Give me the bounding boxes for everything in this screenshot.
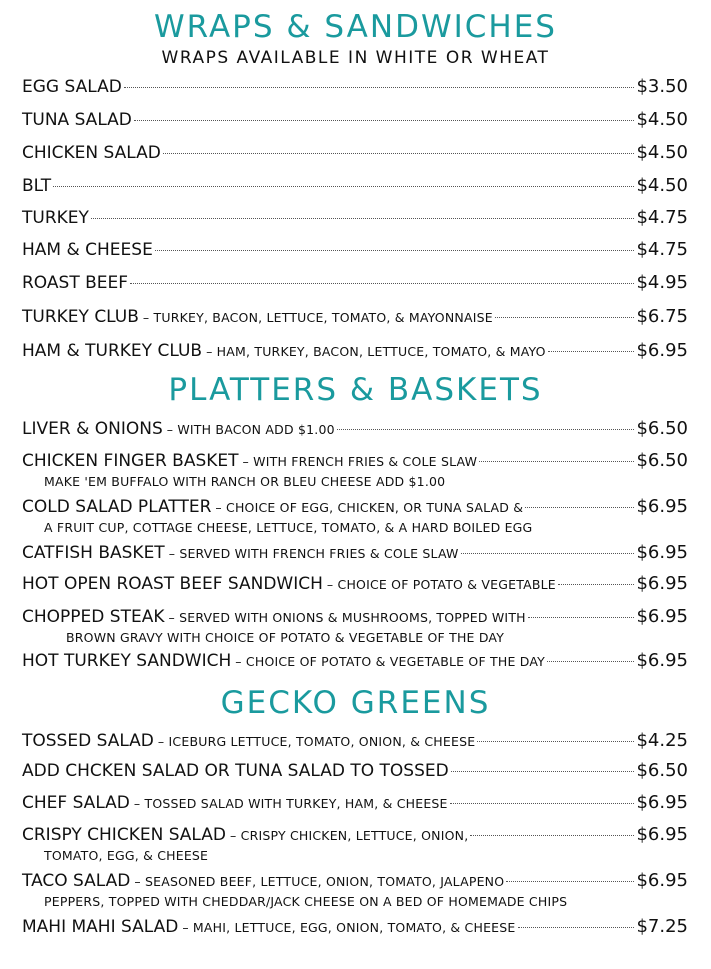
menu-item bbox=[22, 650, 688, 674]
menu-item bbox=[22, 175, 688, 199]
item-name: BLT bbox=[22, 176, 52, 196]
item-price: $6.95 bbox=[636, 650, 688, 671]
item-price: $3.50 bbox=[636, 76, 688, 97]
item-price: $4.75 bbox=[636, 207, 688, 228]
section-title-platters: PLATTERS & BASKETS bbox=[168, 372, 543, 408]
dot-leader bbox=[337, 429, 635, 430]
item-description: – SERVED WITH ONIONS & MUSHROOMS, TOPPED WITH bbox=[168, 610, 526, 625]
dot-leader bbox=[479, 461, 634, 462]
dot-leader bbox=[461, 553, 635, 554]
menu-item bbox=[22, 340, 688, 364]
item-price: $6.95 bbox=[636, 870, 688, 891]
item-name: MAHI MAHI SALAD bbox=[22, 917, 179, 937]
item-price: $6.95 bbox=[636, 792, 688, 813]
section-subtitle-wraps: WRAPS AVAILABLE IN WHITE OR WHEAT bbox=[161, 48, 550, 68]
item-price: $6.95 bbox=[636, 542, 688, 563]
section-title-greens: GECKO GREENS bbox=[220, 685, 491, 721]
item-description-continued: MAKE 'EM BUFFALO WITH RANCH OR BLEU CHEESE ADD $1.00 bbox=[44, 474, 446, 489]
dot-leader bbox=[506, 881, 634, 882]
item-description-continued: PEPPERS, TOPPED WITH CHEDDAR/JACK CHEESE ON A BED OF HOMEMADE CHIPS bbox=[44, 894, 568, 909]
item-price: $4.75 bbox=[636, 239, 688, 260]
menu-item bbox=[22, 142, 688, 166]
dot-leader bbox=[477, 741, 634, 742]
item-description: – WITH BACON ADD $1.00 bbox=[166, 422, 335, 437]
menu-item bbox=[22, 542, 688, 566]
item-description: – CHOICE OF POTATO & VEGETABLE OF THE DAY bbox=[235, 654, 545, 669]
item-price: $4.95 bbox=[636, 272, 688, 293]
dot-leader bbox=[124, 87, 635, 88]
menu-item bbox=[22, 916, 688, 940]
menu-item bbox=[22, 418, 688, 442]
item-description: – WITH FRENCH FRIES & COLE SLAW bbox=[242, 454, 478, 469]
dot-leader bbox=[155, 250, 635, 251]
menu-item bbox=[22, 239, 688, 263]
dot-leader bbox=[495, 317, 635, 318]
dot-leader bbox=[558, 584, 635, 585]
menu-item bbox=[22, 730, 688, 754]
item-name: TURKEY CLUB bbox=[22, 307, 139, 327]
item-price: $6.95 bbox=[636, 573, 688, 594]
item-price: $4.50 bbox=[636, 109, 688, 130]
menu-item bbox=[22, 76, 688, 100]
item-name: COLD SALAD PLATTER bbox=[22, 497, 212, 517]
item-name: CHICKEN FINGER BASKET bbox=[22, 451, 239, 471]
item-description-continued: A FRUIT CUP, COTTAGE CHEESE, LETTUCE, TOMATO, & A HARD BOILED EGG bbox=[44, 520, 533, 535]
menu-item bbox=[22, 109, 688, 133]
dot-leader bbox=[525, 507, 634, 508]
item-name: TACO SALAD bbox=[22, 871, 131, 891]
dot-leader bbox=[130, 283, 634, 284]
item-price: $6.95 bbox=[636, 496, 688, 517]
dot-leader bbox=[548, 351, 635, 352]
item-price: $7.25 bbox=[636, 916, 688, 937]
menu-item bbox=[22, 496, 688, 536]
menu-item bbox=[22, 573, 688, 597]
item-name: EGG SALAD bbox=[22, 77, 122, 97]
item-description: – ICEBURG LETTUCE, TOMATO, ONION, & CHEESE bbox=[157, 734, 476, 749]
item-price: $4.50 bbox=[636, 142, 688, 163]
item-name: ADD CHCKEN SALAD OR TUNA SALAD TO TOSSED bbox=[22, 761, 449, 781]
item-price: $6.75 bbox=[636, 306, 688, 327]
item-name: HAM & CHEESE bbox=[22, 240, 153, 260]
item-name: CHOPPED STEAK bbox=[22, 607, 165, 627]
item-description: – CHOICE OF POTATO & VEGETABLE bbox=[326, 577, 556, 592]
item-name: CHEF SALAD bbox=[22, 793, 130, 813]
item-name: HAM & TURKEY CLUB bbox=[22, 341, 203, 361]
item-description: – MAHI, LETTUCE, EGG, ONION, TOMATO, & CHEESE bbox=[182, 920, 516, 935]
menu-item bbox=[22, 792, 688, 816]
dot-leader bbox=[451, 771, 635, 772]
item-description: – TOSSED SALAD WITH TURKEY, HAM, & CHEESE bbox=[133, 796, 448, 811]
item-name: HOT OPEN ROAST BEEF SANDWICH bbox=[22, 574, 323, 594]
item-description: – SERVED WITH FRENCH FRIES & COLE SLAW bbox=[168, 546, 459, 561]
item-description: – CRISPY CHICKEN, LETTUCE, ONION, bbox=[230, 828, 469, 843]
menu-item bbox=[22, 760, 688, 784]
menu-item bbox=[22, 450, 688, 490]
menu-item bbox=[22, 207, 688, 231]
item-price: $6.95 bbox=[636, 824, 688, 845]
item-description: – SEASONED BEEF, LETTUCE, ONION, TOMATO, JALAPENO bbox=[134, 874, 505, 889]
dot-leader bbox=[518, 927, 635, 928]
item-name: TOSSED SALAD bbox=[22, 731, 154, 751]
item-price: $4.50 bbox=[636, 175, 688, 196]
dot-leader bbox=[470, 835, 634, 836]
item-description-continued: TOMATO, EGG, & CHEESE bbox=[44, 848, 209, 863]
item-name: CRISPY CHICKEN SALAD bbox=[22, 825, 227, 845]
item-name: HOT TURKEY SANDWICH bbox=[22, 651, 232, 671]
item-price: $6.50 bbox=[636, 418, 688, 439]
item-name: ROAST BEEF bbox=[22, 273, 129, 293]
item-description: – TURKEY, BACON, LETTUCE, TOMATO, & MAYONNAISE bbox=[142, 310, 493, 325]
dot-leader bbox=[547, 661, 635, 662]
menu-item bbox=[22, 606, 688, 646]
dot-leader bbox=[450, 803, 635, 804]
menu-item bbox=[22, 870, 688, 910]
item-name: TUNA SALAD bbox=[22, 110, 132, 130]
item-price: $6.50 bbox=[636, 760, 688, 781]
section-title-wraps: WRAPS & SANDWICHES bbox=[154, 9, 557, 45]
item-name: CATFISH BASKET bbox=[22, 543, 165, 563]
item-name: CHICKEN SALAD bbox=[22, 143, 161, 163]
item-price: $4.25 bbox=[636, 730, 688, 751]
item-price: $6.95 bbox=[636, 340, 688, 361]
item-description-continued: BROWN GRAVY WITH CHOICE OF POTATO & VEGETABLE OF THE DAY bbox=[66, 630, 505, 645]
item-name: LIVER & ONIONS bbox=[22, 419, 163, 439]
item-description: – HAM, TURKEY, BACON, LETTUCE, TOMATO, & MAYO bbox=[206, 344, 546, 359]
item-name: TURKEY bbox=[22, 208, 89, 228]
item-price: $6.95 bbox=[636, 606, 688, 627]
item-price: $6.50 bbox=[636, 450, 688, 471]
item-description: – CHOICE OF EGG, CHICKEN, OR TUNA SALAD & bbox=[215, 500, 524, 515]
dot-leader bbox=[528, 617, 635, 618]
dot-leader bbox=[163, 153, 635, 154]
dot-leader bbox=[53, 186, 634, 187]
menu-item bbox=[22, 306, 688, 330]
dot-leader bbox=[91, 218, 635, 219]
dot-leader bbox=[134, 120, 635, 121]
menu-item bbox=[22, 272, 688, 296]
menu-item bbox=[22, 824, 688, 864]
